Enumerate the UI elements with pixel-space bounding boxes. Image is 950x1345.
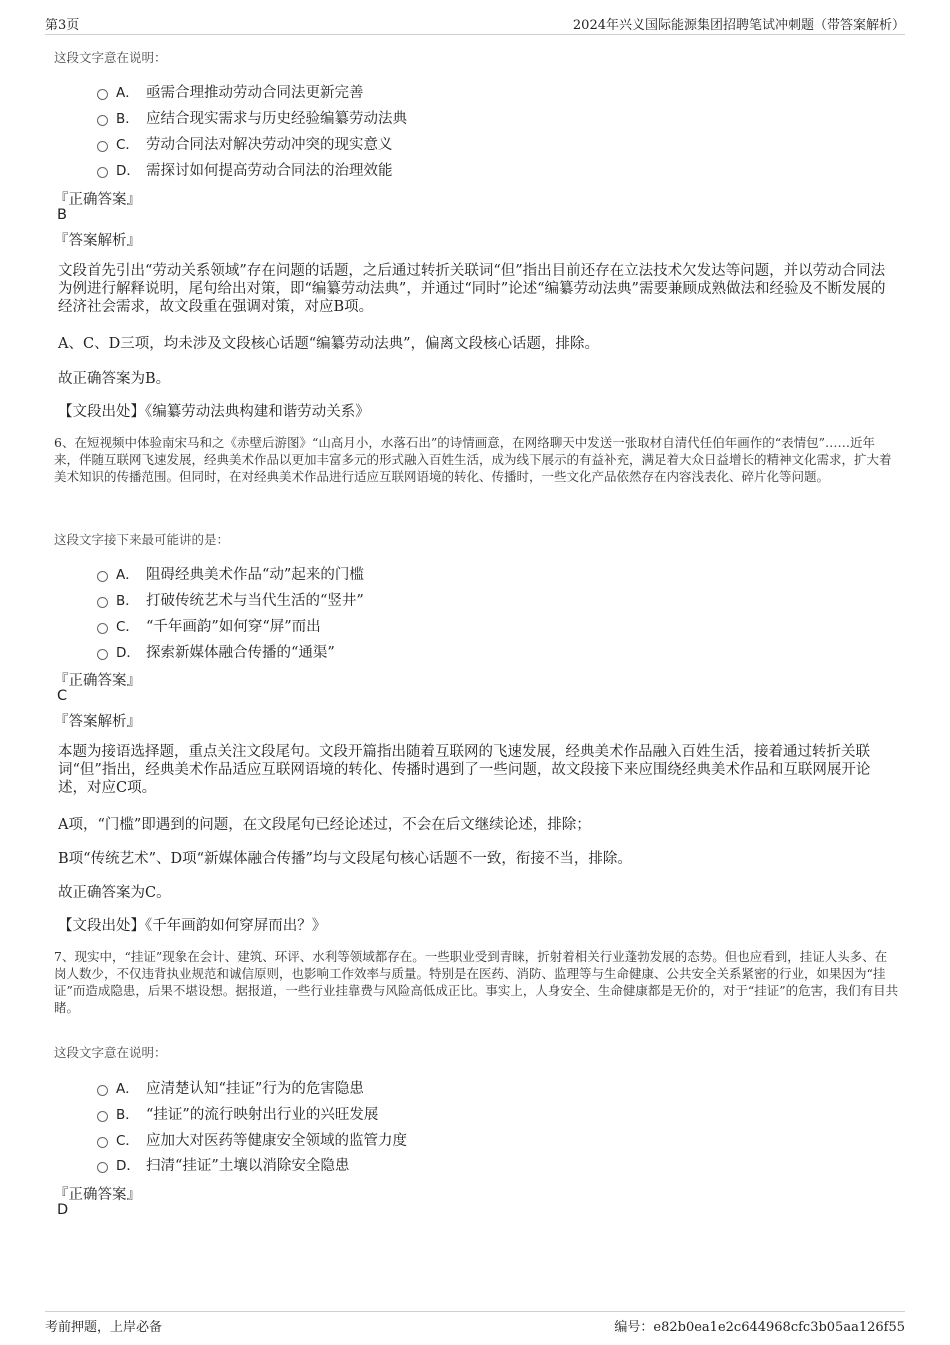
footer-slogan: 考前押题，上岸必备 [45,1320,163,1335]
q7-option-d[interactable]: D． 扫清“挂证”土壤以消除安全隐患 [97,1153,349,1175]
q6-source: 【文段出处】《千年画韵如何穿屏而出？》 [58,918,327,934]
q5-option-c[interactable]: C． 劳动合同法对解决劳动冲突的现实意义 [97,132,393,154]
q7-option-c[interactable]: C． 应加大对医药等健康安全领域的监管力度 [97,1128,407,1150]
document-title: 2024年兴义国际能源集团招聘笔试冲刺题（带答案解析） [572,18,905,33]
radio-icon[interactable] [97,571,108,582]
q5-conclusion: 故正确答案为B。 [58,371,171,387]
radio-icon[interactable] [97,597,108,608]
q6-analysis-option-a: A项，“门槛”即遇到的问题，在文段尾句已经论述过，不会在后文继续论述，排除； [58,817,591,833]
q5-answer-label: 『正确答案』 [54,192,141,208]
q5-option-d[interactable]: D． 需探讨如何提高劳动合同法的治理效能 [97,158,393,180]
q6-option-a[interactable]: A． 阻碍经典美术作品“动”起来的门槛 [97,562,364,584]
radio-icon[interactable] [97,1162,108,1173]
q6-option-b[interactable]: B． 打破传统艺术与当代生活的“竖井” [97,588,364,610]
radio-icon[interactable] [97,115,108,126]
page-number: 第3页 [45,18,80,33]
q7-answer: D [57,1202,69,1218]
q6-analysis: 本题为接语选择题，重点关注文段尾句。文段开篇指出随着互联网的飞速发展，经典美术作品融入百姓生活，接着通过转折关联词“但”指出，经典美术作品适应互联网语境的转化、传播时遇到了一些问题，故文段接下来应围绕经典美术作品和互联网展开论述，对应C项。 [58,744,871,796]
radio-icon[interactable] [97,623,108,634]
q7-prompt: 这段文字意在说明： [54,1045,167,1060]
q6-analysis-label: 『答案解析』 [54,714,141,730]
q6-text: 6、在短视频中体验南宋马和之《赤壁后游图》“山高月小，水落石出”的诗情画意，在网络聊天中发送一张取材自清代任伯年画作的“表情包”……近年来，伴随互联网飞速发展，经典美术作品以更加丰富多元的形式融入百姓生活，成为线下展示的有益补充，满足着大众日益增长的精神文化需求，扩大着美术知识的传播范围。但同时，在对经典美术作品进行适应互联网语境的转化、传播时，一些文化产品依然存在内容浅表化、碎片化等问题。 [54,435,892,484]
q5-option-a[interactable]: A． 亟需合理推动劳动合同法更新完善 [97,80,364,102]
radio-icon[interactable] [97,649,108,660]
radio-icon[interactable] [97,1085,108,1096]
page-footer [45,1311,905,1339]
q6-option-d[interactable]: D． 探索新媒体融合传播的“通渠” [97,640,335,662]
q7-text: 7、现实中，“挂证”现象在会计、建筑、环评、水利等领域都存在。一些职业受到青睐，折射着相关行业蓬勃发展的态势。但也应看到，挂证人头多、在岗人数少，不仅违背执业规范和诚信原则，也影响工作效率与质量。特别是在医药、消防、监理等与生命健康、公共安全关系紧密的行业，如果因为“挂证”而造成隐患，后果不堪设想。据报道，一些行业挂靠费与风险高低成正比。事实上，人身安全、生命健康都是无价的，对于“挂证”的危害，我们有目共睹。 [54,949,899,1015]
document-id: 编号：e82b0ea1e2c644968cfc3b05aa126f55 [614,1320,905,1335]
radio-icon[interactable] [97,1137,108,1148]
q5-option-b[interactable]: B． 应结合现实需求与历史经验编纂劳动法典 [97,106,407,128]
page-header [45,14,905,35]
q7-option-b[interactable]: B． “挂证”的流行映射出行业的兴旺发展 [97,1102,378,1124]
q6-prompt: 这段文字接下来最可能讲的是： [54,532,230,547]
q6-answer: C [57,688,68,704]
q5-analysis-label: 『答案解析』 [54,233,141,249]
radio-icon[interactable] [97,141,108,152]
q5-analysis: 文段首先引出“劳动关系领域”存在问题的话题，之后通过转折关联词“但”指出目前还存在立法技术欠发达等问题，并以劳动合同法为例进行解释说明，尾句给出对策，即“编纂劳动法典”，并通过“同时”论述“编纂劳动法典”需要兼顾成熟做法和经验及不断发展的经济社会需求，故文段重在强调对策，对应B项。 [58,263,886,315]
q7-answer-label: 『正确答案』 [54,1187,141,1203]
q5-source: 【文段出处】《编纂劳动法典构建和谐劳动关系》 [58,404,370,420]
radio-icon[interactable] [97,89,108,100]
q6-answer-label: 『正确答案』 [54,673,141,689]
q6-analysis-option-bd: B项“传统艺术”、D项“新媒体融合传播”均与文段尾句核心话题不一致，衔接不当，排除。 [58,851,632,867]
radio-icon[interactable] [97,167,108,178]
q7-option-a[interactable]: A． 应清楚认知“挂证”行为的危害隐患 [97,1076,364,1098]
q6-conclusion: 故正确答案为C。 [58,885,171,901]
q6-option-c[interactable]: C． “千年画韵”如何穿“屏”而出 [97,614,321,636]
q5-analysis-exclusion: A、C、D三项，均未涉及文段核心话题“编纂劳动法典”，偏离文段核心话题，排除。 [58,336,600,352]
q5-prompt: 这段文字意在说明： [54,50,167,65]
radio-icon[interactable] [97,1111,108,1122]
q5-answer: B [57,207,67,223]
